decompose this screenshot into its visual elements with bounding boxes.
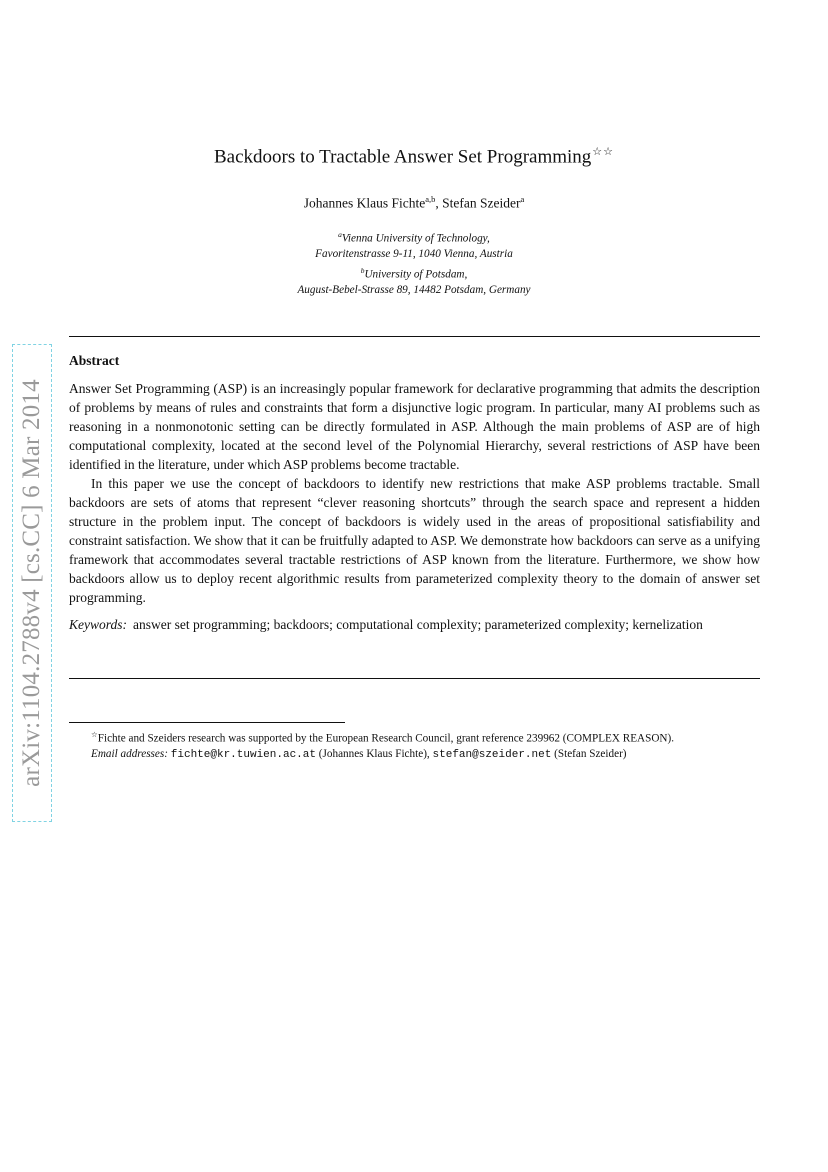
paper-title bbox=[0, 145, 828, 168]
affiliation-line bbox=[0, 263, 828, 283]
keywords bbox=[69, 615, 760, 634]
email-label: Email addresses: bbox=[91, 748, 168, 761]
abstract-top-rule bbox=[69, 336, 760, 337]
keywords-list: answer set programming; backdoors; computational complexity; parameterized complexity; kernelization bbox=[133, 617, 703, 632]
funding-text: Fichte and Szeiders research was supported by the European Research Council, grant reference 239962 (COMPLEX REASON). bbox=[97, 732, 675, 745]
affiliation-institution: University of Potsdam, bbox=[364, 268, 468, 281]
title-footnote-mark: ☆☆ bbox=[592, 146, 615, 158]
author-affiliation-mark: a,b bbox=[425, 194, 436, 204]
abstract-bottom-rule bbox=[69, 678, 760, 679]
title-text: Backdoors to Tractable Answer Set Programming bbox=[213, 146, 592, 168]
arxiv-identifier: arXiv:1104.2788v4 [cs.CC] 6 Mar 2014 bbox=[18, 379, 45, 787]
abstract-paragraph: Answer Set Programming (ASP) is an increasingly popular framework for declarative programming that admits the description of problems by means of rules and constraints that form a disjunctive logic program. In particular, many AI problems such as reasoning in a nonmonotonic setting can be directly formulated in ASP. Although the main problems of ASP are of high computational complexity, located at the second level of the Polynomial Hierarchy, several restrictions of ASP have been identified in the literature, under which ASP problems become tractable. bbox=[69, 381, 760, 472]
author-separator: , bbox=[435, 195, 443, 211]
email-link[interactable]: fichte@kr.tuwien.ac.at bbox=[170, 749, 316, 762]
author-affiliation-mark: a bbox=[520, 194, 525, 204]
author-list bbox=[0, 194, 828, 212]
funding-note bbox=[91, 727, 771, 747]
footnote bbox=[91, 727, 771, 764]
affiliation-line bbox=[0, 227, 828, 247]
affiliation-address: Favoritenstrasse 9-11, 1040 Vienna, Austria bbox=[315, 248, 513, 261]
affiliation-label: a bbox=[338, 230, 342, 239]
author-name: Stefan Szeider bbox=[442, 195, 521, 211]
email-owner: (Stefan Szeider) bbox=[551, 748, 627, 761]
affiliations bbox=[0, 227, 828, 298]
arxiv-stamp bbox=[12, 344, 52, 822]
email-link[interactable]: stefan@szeider.net bbox=[432, 749, 552, 762]
keywords-label: Keywords: bbox=[69, 617, 127, 632]
abstract-paragraph: In this paper we use the concept of backdoors to identify new restrictions that make ASP problems tractable. Small backdoors are sets of atoms that represent “clever reasoning shortcuts” through the search space and represent a hidden structure in the problem input. The concept of backdoors is widely used in the areas of propositional satisfiability and constraint satisfaction. We show that it can be fruitfully adapted to ASP. We demonstrate how backdoors can serve as a unifying framework that accommodates several tractable restrictions of ASP known from the literature. Furthermore, we show how backdoors allow us to deploy recent algorithmic results from parameterized complexity theory to the domain of answer set programming. bbox=[69, 476, 760, 605]
abstract-heading: Abstract bbox=[69, 353, 120, 368]
author-name: Johannes Klaus Fichte bbox=[303, 195, 426, 211]
footnote-mark: ☆ bbox=[91, 730, 98, 739]
affiliation-label: b bbox=[360, 265, 365, 275]
affiliation-address: August-Bebel-Strasse 89, 14482 Potsdam, Germany bbox=[297, 283, 531, 296]
abstract-section bbox=[69, 351, 760, 634]
footnote-rule bbox=[69, 722, 345, 723]
email-addresses bbox=[91, 747, 771, 764]
affiliation-institution: Vienna University of Technology, bbox=[341, 232, 490, 245]
email-owner: (Johannes Klaus Fichte), bbox=[316, 748, 433, 761]
